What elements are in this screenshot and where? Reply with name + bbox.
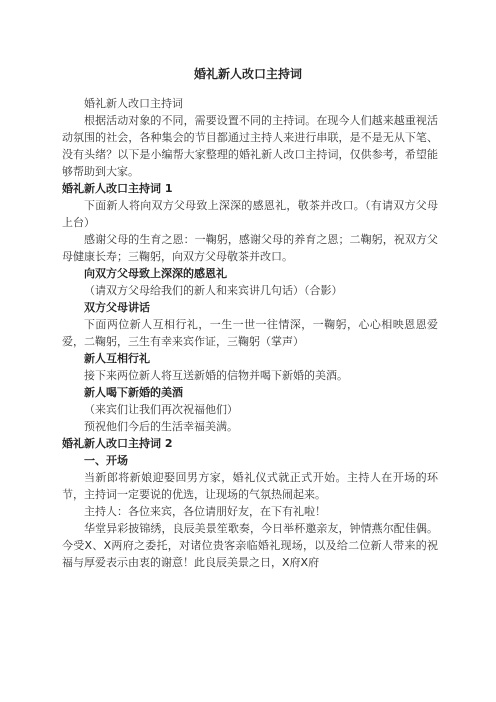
body-paragraph: 婚礼新人改口主持词	[84, 97, 183, 110]
body-paragraph: 下面新人将向双方父母致上深深的感恩礼，敬茶并改口。（有请双方父母上台）	[62, 199, 438, 229]
body-paragraph: 主持人：各位来宾，各位请朋好友，在下有礼啦！	[84, 505, 326, 518]
body-paragraph: 华堂异彩披锦绣，良辰美景笙歌奏，今日举杯邀亲友，钟情燕尔配佳偶。今受X、X两府之委托，对诸位贵客亲临婚礼现场，以及给二位新人带来的祝福与厚爱表示由衷的谢意！此良辰美景之日，X府X府	[62, 522, 438, 569]
body-paragraph: 下面两位新人互相行礼，一生一世一往情深，一鞠躬，心心相映恩恩爱爱，二鞠躬，三生有幸来宾作证，三鞠躬（掌声）	[62, 318, 438, 348]
body-paragraph: 预祝他们今后的生活幸福美满。	[84, 420, 238, 433]
body-paragraph: 感谢父母的生育之恩：一鞠躬，感谢父母的养育之恩；二鞠躬，祝双方父母健康长寿；三鞠躬，向双方父母敬茶并改口。	[62, 233, 438, 263]
section-heading: 向双方父母致上深深的感恩礼	[84, 267, 227, 280]
page-title: 婚礼新人改口主持词	[193, 67, 302, 81]
section-heading: 新人互相行礼	[84, 352, 150, 365]
body-paragraph: 当新郎将新娘迎娶回男方家，婚礼仪式就正式开始。主持人在开场的环节，主持词一定要说的优选，让现场的气氛热闹起来。	[62, 471, 438, 501]
section-heading: 一、开场	[84, 454, 128, 467]
section-heading: 婚礼新人改口主持词 2	[62, 437, 173, 450]
section-heading: 新人喝下新婚的美酒	[84, 386, 183, 399]
body-paragraph: （请双方父母给我们的新人和来宾讲几句话）（合影）	[84, 284, 343, 297]
body-paragraph: 接下来两位新人将互送新婚的信物并喝下新婚的美酒。	[84, 369, 348, 382]
document-body	[62, 95, 438, 571]
section-heading: 婚礼新人改口主持词 1	[62, 182, 173, 195]
section-heading: 双方父母讲话	[84, 301, 150, 314]
body-paragraph: （来宾们让我们再次祝福他们）	[84, 403, 238, 416]
body-paragraph: 根据活动对象的不同，需要设置不同的主持词。在现今人们越来越重视活动氛围的社会，各种集会的节目都通过主持人来进行串联，是不是无从下笔、没有头绪？以下是小编帮大家整理的婚礼新人改口主持词，仅供参考，希望能够帮助到大家。	[62, 114, 438, 178]
